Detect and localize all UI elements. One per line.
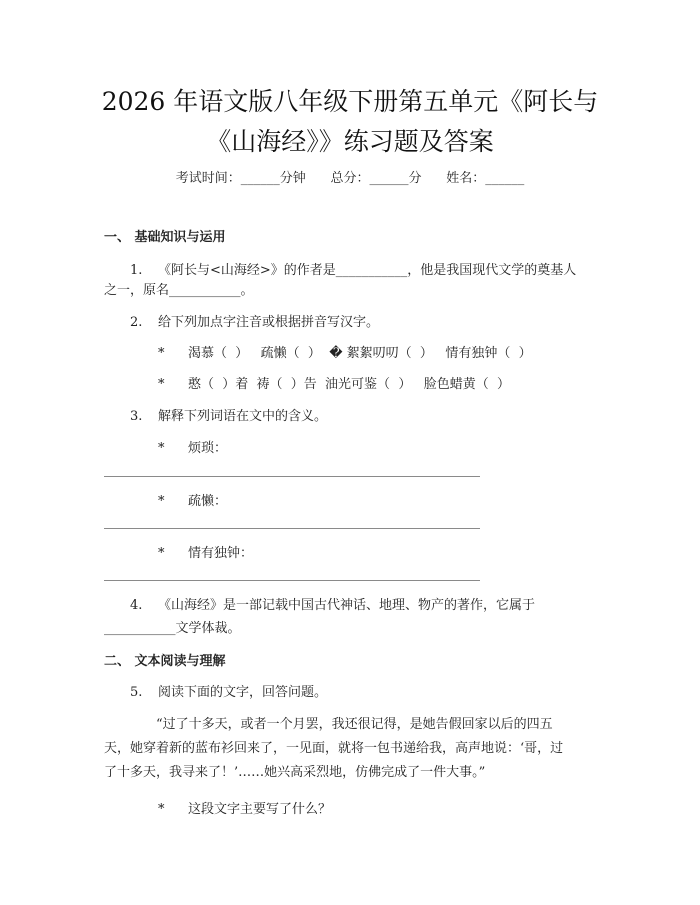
pinyin-row-1: 渴慕（ ） 疏懒（ ） � 絮絮叨叨（ ） 情有独钟（ ） xyxy=(188,346,532,361)
question-1-line-2: 之一，原名___________。 xyxy=(104,283,254,298)
question-5-sub xyxy=(158,801,331,819)
question-2-row-1 xyxy=(158,345,532,363)
passage-line-2: 天，她穿着新的蓝布衫回来了，一见面，就将一包书递给我，高声地说：‘哥，过 xyxy=(104,741,564,756)
bullet: * xyxy=(158,377,165,392)
section-heading-reading: 二、 文本阅读与理解 xyxy=(104,654,226,669)
bullet: * xyxy=(158,441,165,456)
question-number: 4. xyxy=(130,598,143,613)
bullet: * xyxy=(158,802,165,817)
document-title-line-1: 2026 年语文版八年级下册第五单元《阿长与 xyxy=(101,87,599,116)
question-3-item-1 xyxy=(158,440,227,458)
term-label: 烦琐： xyxy=(188,441,228,456)
question-text: 解释下列词语在文中的含义。 xyxy=(158,409,328,424)
question-4-line-1 xyxy=(130,597,535,615)
question-2 xyxy=(130,314,379,332)
question-3-item-3 xyxy=(158,545,253,563)
exam-info: 考试时间：______分钟 总分：______分 姓名：______ xyxy=(175,171,525,186)
question-3 xyxy=(130,408,327,426)
question-2-row-2 xyxy=(158,376,510,394)
pinyin-row-2: 憨（ ）着 祷（ ）告 油光可鉴（ ） 脸色蜡黄（ ） xyxy=(188,377,510,392)
bullet: * xyxy=(158,546,165,561)
question-4-line-2: ___________文学体裁。 xyxy=(104,621,241,636)
question-5 xyxy=(130,684,327,702)
bullet: * xyxy=(158,346,165,361)
passage-line-1: “过了十多天，或者一个月罢，我还很记得，是她告假回家以后的四五 xyxy=(156,717,553,732)
passage-line-3: 了十多天，我寻来了！’……她兴高采烈地，仿佛完成了一件大事。” xyxy=(104,765,486,780)
bullet: * xyxy=(158,494,165,509)
term-label: 疏懒： xyxy=(188,494,228,509)
question-3-item-2 xyxy=(158,493,227,511)
question-text: 《阿长与<山海经>》的作者是___________，他是我国现代文学的奠基人 xyxy=(158,263,577,278)
answer-line xyxy=(104,476,480,477)
answer-line xyxy=(104,580,480,581)
answer-line xyxy=(104,528,480,529)
question-number: 5. xyxy=(130,685,143,700)
document-title-line-2: 《山海经》》练习题及答案 xyxy=(206,127,494,156)
section-heading-basic-knowledge: 一、 基础知识与运用 xyxy=(104,230,226,245)
question-number: 3. xyxy=(130,409,143,424)
sub-question-text: 这段文字主要写了什么？ xyxy=(188,802,332,817)
term-label: 情有独钟： xyxy=(188,546,254,561)
question-text: 阅读下面的文字，回答问题。 xyxy=(158,685,328,700)
question-text: 《山海经》是一部记载中国古代神话、地理、物产的著作，它属于 xyxy=(158,598,536,613)
question-number: 2. xyxy=(130,315,143,330)
question-text: 给下列加点字注音或根据拼音写汉字。 xyxy=(158,315,380,330)
question-1-line-1 xyxy=(130,262,576,280)
question-number: 1. xyxy=(130,263,143,278)
